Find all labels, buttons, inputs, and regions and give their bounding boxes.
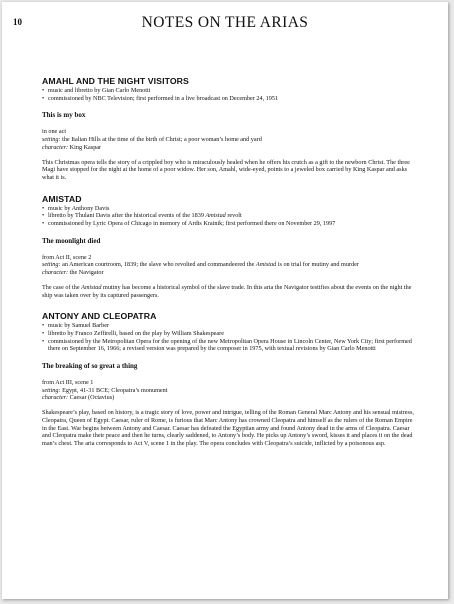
opera-title: ANTONY AND CLEOPATRA [42,311,157,322]
character-label: character: [42,269,69,277]
setting-text: Egypt, 41-31 BCE; Cleopatra’s monument [62,386,168,394]
aria-setting [42,136,416,144]
character-label: character: [42,143,69,151]
fact-item: • libretto by Thulani Davis after the historical events of the 1839 Amistad revolt [42,212,416,220]
aria-location: in one act [42,128,67,136]
aria-character [42,269,416,277]
setting-label: setting: [42,261,61,269]
document-page [2,2,448,599]
aria-title: The breaking of so great a thing [42,362,138,371]
character-text: King Kaspar [69,143,102,151]
aria-description: This Christmas opera tells the story of a crippled boy who is miraculously healed when he offers his crutch as a gift to the newborn Christ. The three Magi have stopped for the night at the home of a poor widow. Her son, Amahl, wide-eyed, points to a jeweled box carried by King Kaspar and asks what it is. [42,158,410,181]
page-number: 10 [13,17,22,27]
opera-facts [42,322,416,353]
aria-description: The case of the Amistad mutiny has become a historical symbol of the slave trade. In this aria the Navigator testifies about the events on the night the ship was taken over by its captured passengers. [42,283,412,299]
setting-label: setting: [42,136,61,144]
opera-section-amahl [42,76,416,182]
fact-item: • commissioned by Lyric Opera of Chicago in memory of Ardis Krainik; first performed there on November 29, 1997 [42,220,416,228]
page-content [42,76,416,460]
fact-item: • commissioned by NBC Television; first performed in a live broadcast on December 24, 1951 [42,95,416,103]
fact-item: • music by Anthony Davis [42,205,416,213]
opera-title: AMAHL AND THE NIGHT VISITORS [42,76,189,86]
aria-location: from Act II, scene 2 [42,253,92,261]
fact-item: • commissioned by the Metropolitan Opera for the opening of the new Metropolitan Opera House in Lincoln Center, New York City; first performed there on September 16, 1966; a revised version was prepared by the composer in 1975, with textual revisions by Gian Carlo Menotti [42,338,416,353]
opera-title: AMISTAD [42,193,82,204]
setting-text: the Italian Hills at the time of the birth of Christ; a poor woman’s home and yard [62,136,262,144]
setting-label: setting: [42,386,61,394]
aria-character [42,394,416,402]
character-text: the Navigator [69,269,104,277]
fact-item: • music by Samuel Barber [42,322,416,330]
aria-character [42,144,416,152]
aria-description: Shakespeare’s play, based on history, is a tragic story of love, power and intrigue, telling of the Roman General Marc Antony and his sensual mistress, Cleopatra, Queen of Egypt. Caesar, ruler of Rome, is furious that Marc Antony has crowned Cleopatra and himself as the rulers of the Roman Empire in the East. War begins between Antony and Caesar. Caesar has defeated the Egyptian army and found Antony dead in the arms of Cleopatra. Caesar and Cleopatra make their peace and then he turns, clearly saddened, to Antony’s body. He picks up Antony’s sword, kisses it and places it on the dead man’s chest. The aria corresponds to Act V, scene 1 in the play. The opera concludes with Cleopatra’s suicide, inflicted by a poisonous asp. [42,409,414,447]
aria-title: The moonlight died [42,236,101,245]
setting-text: an American courtroom, 1839; the slave who revolted and commandeered the Amistad is on trial for mutiny and murder [62,261,359,269]
character-label: character: [42,394,69,402]
opera-section-amistad [42,194,416,300]
opera-section-antony [42,311,416,447]
aria-setting [42,387,416,395]
aria-setting [42,261,416,269]
aria-title: This is my box [42,111,86,120]
character-text: Caesar (Octavius) [69,394,115,402]
opera-facts [42,87,416,102]
fact-item: • libretto by Franco Zeffirelli, based on the play by William Shakespeare [42,330,416,338]
page-title: NOTES ON THE ARIAS [141,14,309,31]
opera-facts [42,205,416,228]
fact-item: • music and libretto by Gian Carlo Menotti [42,87,416,95]
aria-location: from Act III, scene 1 [42,379,94,387]
